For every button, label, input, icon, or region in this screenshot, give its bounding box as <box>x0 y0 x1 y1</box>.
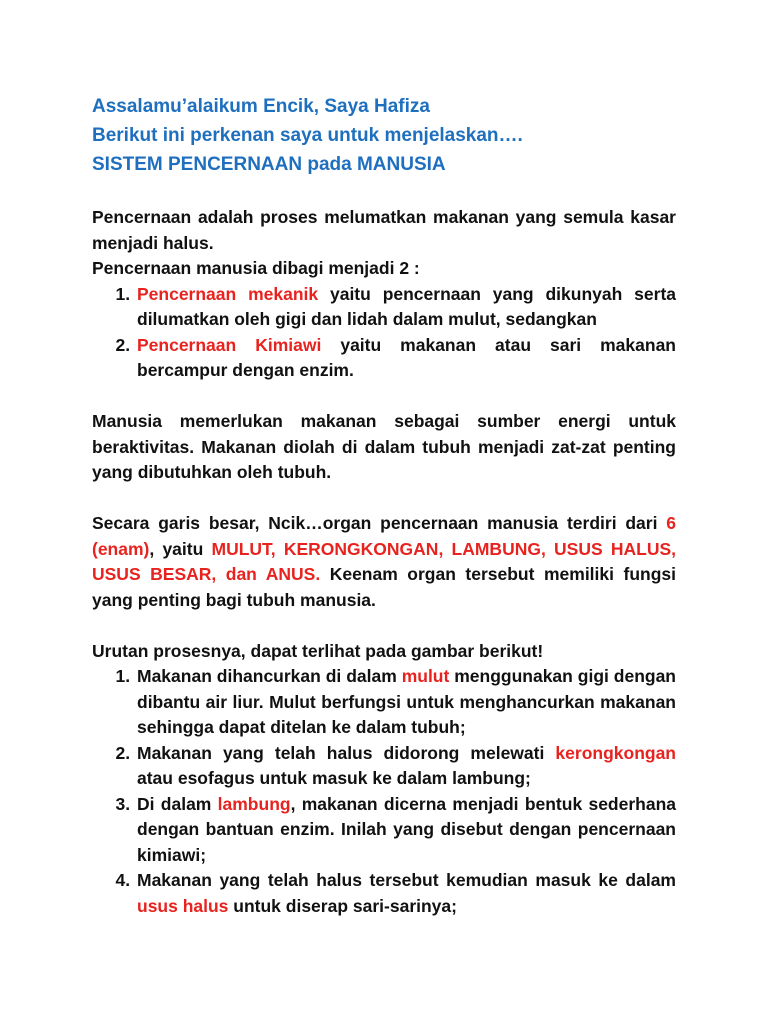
highlight-term: Pencernaan Kimiawi <box>137 334 322 355</box>
item-text: , makanan dicerna menjadi bentuk sederhana dengan bantuan enzim. Inilah yang disebut dengan pencernaan kimiawi; <box>137 793 677 865</box>
greeting-line: Assalamu’alaikum Encik, Saya Hafiza <box>92 96 430 117</box>
item-text: Makanan yang telah halus didorong melewati <box>137 742 556 763</box>
item-text: Makanan yang telah halus tersebut kemudian masuk ke dalam <box>137 870 676 890</box>
list-item <box>135 868 676 919</box>
highlight-term: mulut <box>401 666 450 686</box>
highlight-term: kerongkongan <box>555 742 676 763</box>
list-item <box>135 333 676 384</box>
process-intro: Urutan prosesnya, dapat terlihat pada gambar berikut! <box>92 640 544 661</box>
paragraph-text: , yaitu <box>149 538 212 559</box>
item-text: yaitu pencernaan yang dikunyah serta dilumatkan oleh gigi dan lidah dalam mulut, sedangkan <box>137 283 676 329</box>
highlight-term: Pencernaan mekanik <box>137 283 319 304</box>
highlight-term: lambung <box>217 793 291 814</box>
process-steps-list <box>92 664 676 919</box>
highlight-term: usus halus <box>137 895 229 916</box>
item-text: untuk diserap sari-sarinya; <box>228 895 457 916</box>
spacer <box>92 613 676 639</box>
spacer <box>92 486 676 512</box>
paragraph-text: Secara garis besar, Ncik…organ pencernaan manusia terdiri dari <box>92 513 667 533</box>
spacer <box>92 384 676 410</box>
list-item <box>135 741 676 792</box>
digestion-types-list <box>92 282 676 384</box>
energy-paragraph: Manusia memerlukan makanan sebagai sumber energi untuk beraktivitas. Makanan diolah di dalam tubuh menjadi zat-zat penting yang dibutuhkan oleh tubuh. <box>92 411 676 482</box>
organs-paragraph <box>92 511 676 613</box>
item-text: atau esofagus untuk masuk ke dalam lambung; <box>137 768 531 788</box>
topic-title: SISTEM PENCERNAAN pada MANUSIA <box>92 154 446 175</box>
item-text: Makanan dihancurkan di dalam <box>137 666 402 686</box>
intro-line: Berikut ini perkenan saya untuk menjelaskan…. <box>92 125 523 146</box>
highlight-term: 6 (enam) <box>92 513 676 559</box>
definition-paragraph: Pencernaan adalah proses melumatkan makanan yang semula kasar menjadi halus. <box>92 207 676 253</box>
document-page <box>92 92 676 919</box>
list-item <box>135 282 676 333</box>
item-text: yaitu makanan atau sari makanan bercampur dengan enzim. <box>137 334 676 380</box>
item-text: menggunakan gigi dengan dibantu air liur. Mulut berfungsi untuk menghancurkan makanan sehingga dapat ditelan ke dalam tubuh; <box>137 666 676 737</box>
item-text: Di dalam <box>137 793 218 814</box>
list-item <box>135 792 676 869</box>
division-paragraph: Pencernaan manusia dibagi menjadi 2 : <box>92 258 420 278</box>
paragraph-text: Keenam organ tersebut memiliki fungsi yang penting bagi tubuh manusia. <box>92 564 676 610</box>
greeting-heading <box>92 92 676 179</box>
list-item <box>135 664 676 741</box>
highlight-term: MULUT, KERONGKONGAN, LAMBUNG, USUS HALUS, USUS BESAR, dan ANUS. <box>92 538 676 584</box>
